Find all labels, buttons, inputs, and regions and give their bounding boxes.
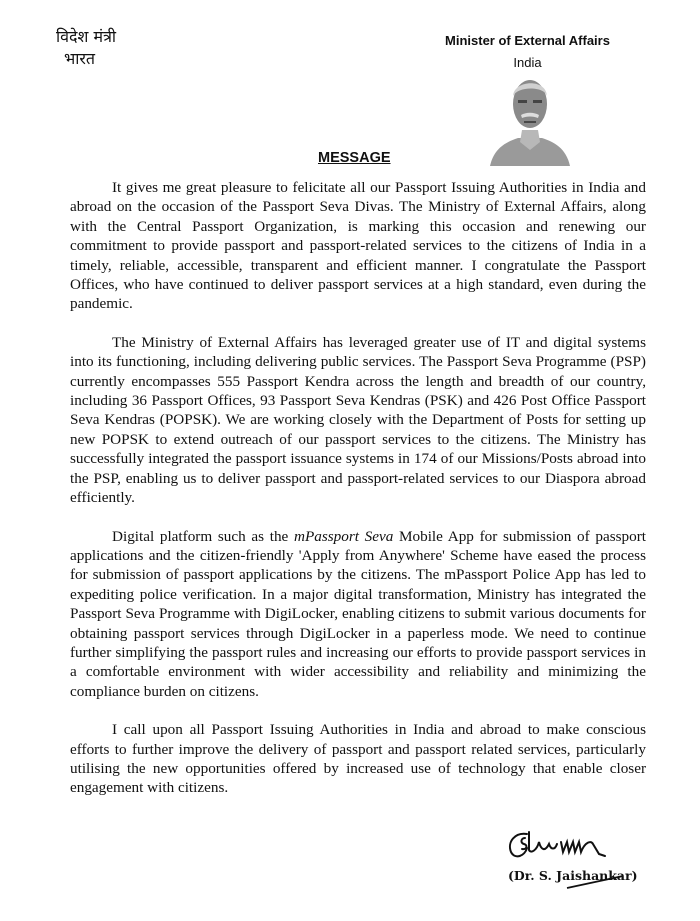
minister-title: Minister of External Affairs xyxy=(445,33,610,48)
app-name: mPassport Seva xyxy=(293,527,394,545)
paragraph-3-rest: Mobile App for submission of passport applications and the citizen-friendly 'Apply from Anywhere' Scheme have eased the process for submission of passport applications by the citizens. The mPassport Police App has led to expediting police verification. In a major digital transformation, Ministry has integrated the Passport Seva Programme with DigiLocker, enabling citizens to submit various documents for obtaining passport services through DigiLocker in a paperless mode. We need to continue further simplifying the passport rules and increasing our efforts to provide passport services in a comfortable environment with wider accessibility and reliability and minimizing the compliance burden on citizens. xyxy=(70,527,646,700)
paragraph-3 xyxy=(70,527,646,702)
paragraph-2: The Ministry of External Affairs has leveraged greater use of IT and digital systems into its functioning, including delivering public services. The Passport Seva Programme (PSP) currently encompasses 555 Passport Kendra across the length and breadth of our country, including 36 Passport Offices, 93 Passport Seva Kendras (PSK) and 426 Post Office Passport Seva Kendras (POPSK). We are working closely with the Department of Posts for setting up new POPSK to extend outreach of our passport services to the citizens. The Ministry has successfully integrated the passport issuance systems in 174 of our Missions/Posts abroad into the PSP, enabling us to deliver passport and passport-related services to our Diaspora abroad efficiently. xyxy=(70,333,646,507)
signature xyxy=(505,828,625,868)
message-body xyxy=(70,178,646,817)
message-heading: MESSAGE xyxy=(318,150,391,166)
hindi-letterhead xyxy=(56,26,116,70)
paragraph-1: It gives me great pleasure to felicitate all our Passport Issuing Authorities in India and abroad on the occasion of the Passport Seva Divas. The Ministry of External Affairs, along with the Central Passport Organization, is marking this occasion and renewing our commitment to provide passport and passport-related services to the citizens of India in a timely, reliable, accessible, transparent and efficient manner. I congratulate the Passport Offices, who have continued to deliver passport services at a high standard, even during the pandemic. xyxy=(70,179,646,313)
paragraph-4: I call upon all Passport Issuing Authorities in India and abroad to make conscious efforts to further improve the delivery of passport and passport related services, particularly utilising the new opportunities offered by increased use of technology that enable closer engagement with citizens. xyxy=(70,721,646,797)
country: India xyxy=(513,55,542,70)
hindi-country: भारत xyxy=(64,49,96,68)
signatory-name: (Dr. S. Jaishankar) xyxy=(508,868,638,883)
minister-photo xyxy=(488,70,572,166)
paragraph-3-start: Digital platform such as the xyxy=(112,527,294,545)
english-letterhead xyxy=(420,30,635,74)
hindi-title: विदेश मंत्री xyxy=(56,27,117,46)
